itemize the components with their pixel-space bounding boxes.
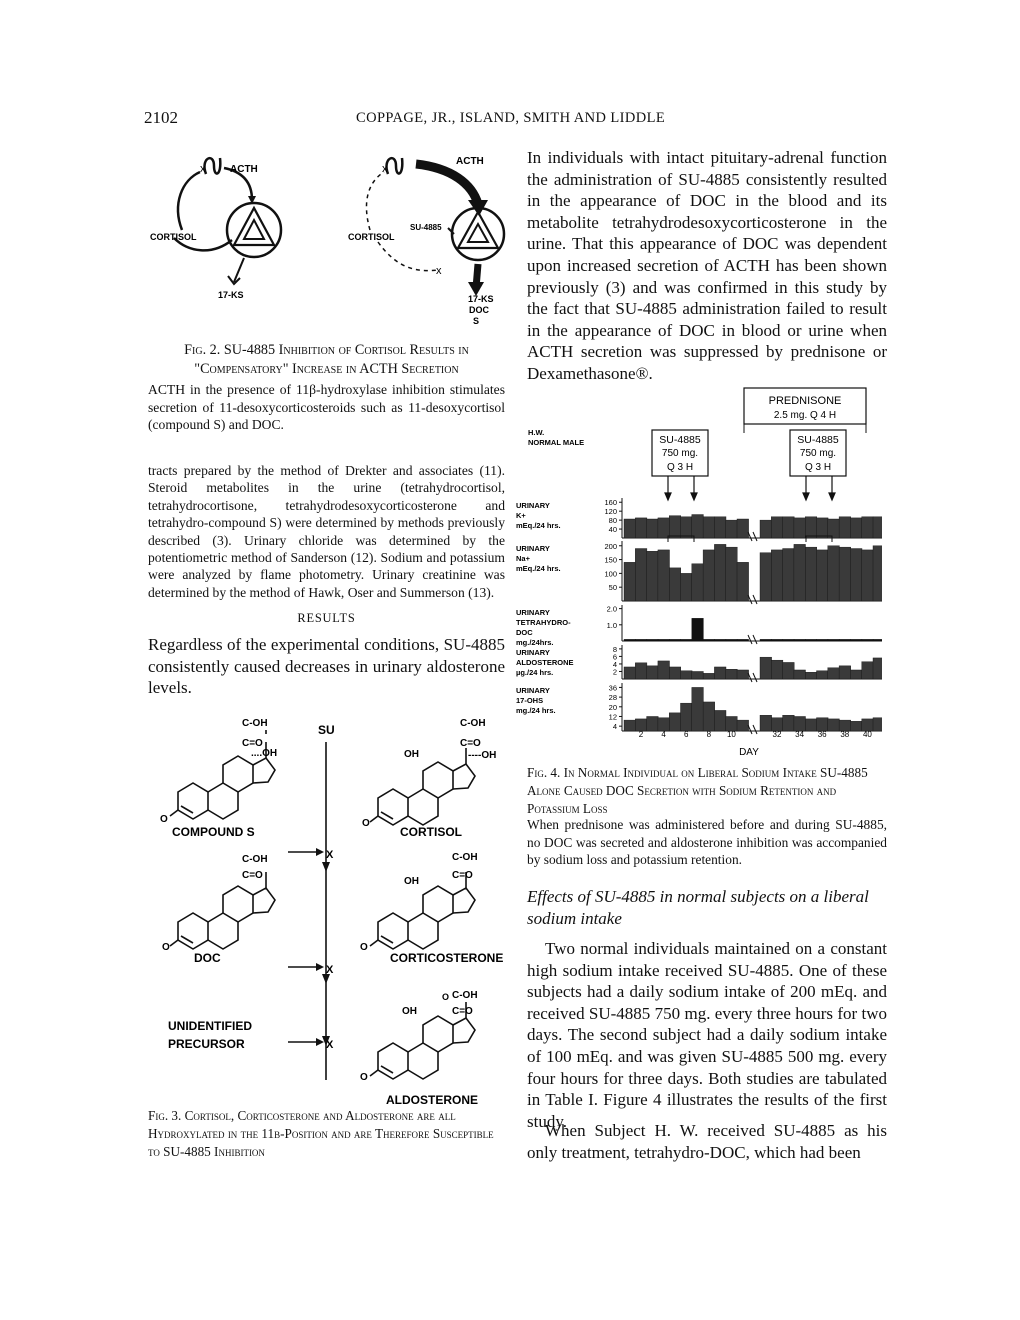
fig4-panel-2-label-1: TETRAHYDRO- bbox=[516, 618, 571, 627]
fig4-panel-2-label-3: mg./24hrs. bbox=[516, 638, 554, 647]
fig3-aldo-o: O bbox=[442, 992, 450, 1002]
fig4-panel-0-right-bar-8 bbox=[850, 518, 862, 538]
fig4-panel-0-right-bar-2 bbox=[783, 517, 795, 538]
fig4-su-right-1: SU-4885 bbox=[797, 434, 839, 446]
fig4-panel-1-left-bar-7 bbox=[703, 550, 715, 601]
fig4-panel-1-label-0: URINARY bbox=[516, 544, 550, 553]
fig4-panel-3-right-bar-1 bbox=[771, 660, 783, 679]
fig4-panel-1-axis-break bbox=[748, 595, 757, 604]
fig2-right-doc-label: DOC bbox=[469, 305, 489, 315]
fig4-panel-3-right-bar-3 bbox=[794, 670, 806, 679]
fig3-cortisol-o: O bbox=[362, 818, 370, 829]
fig3-compound-s-label: COMPOUND S bbox=[172, 825, 255, 839]
fig4-panel-0-ticklabel-1: 120 bbox=[604, 507, 617, 517]
fig4-panel-1-right-bar-0 bbox=[760, 553, 772, 601]
fig3-diagram bbox=[148, 712, 510, 1112]
fig3-cortico-coh: C-OH bbox=[452, 852, 478, 863]
fig3-s-oh: ....OH bbox=[251, 748, 278, 759]
fig4-panel-2-left-bar-3 bbox=[658, 639, 670, 641]
fig4-panel-3-right-bar-0 bbox=[760, 657, 772, 679]
fig4-panel-4-ticklabel-1: 28 bbox=[608, 693, 617, 703]
fig3-aldosterone-label: ALDOSTERONE bbox=[386, 1093, 479, 1107]
fig4-panel-4-right-bar-8 bbox=[850, 721, 862, 731]
fig4-panel-3-left-bar-0 bbox=[624, 667, 636, 679]
fig4-panel-3-ticklabel-0: 8 bbox=[612, 644, 617, 654]
fig2-left-acth-label: ACTH bbox=[230, 164, 258, 175]
fig4-panel-2-right-bar-5 bbox=[817, 639, 829, 641]
fig4-panel-0-ticklabel-3: 40 bbox=[608, 525, 617, 535]
fig4-panel-0-ticklabel-2: 80 bbox=[608, 516, 617, 526]
fig4-xtick-right-4: 40 bbox=[862, 730, 872, 739]
fig4-panel-3-right-bar-10 bbox=[873, 658, 882, 679]
fig4-prednisone-label: PREDNISONE bbox=[768, 395, 842, 407]
fig4-panel-1-ticklabel-1: 150 bbox=[604, 555, 617, 565]
fig4-panel-2-right-bar-2 bbox=[783, 639, 795, 641]
fig4-panel-4-left-bar-6 bbox=[692, 687, 704, 731]
fig4-panel-1-right-bar-7 bbox=[839, 547, 851, 601]
fig4-su-left-3: Q 3 H bbox=[666, 462, 694, 473]
fig4-panel-2-right-bar-3 bbox=[794, 639, 806, 641]
fig2-right-17ks-label: 17-KS bbox=[468, 294, 494, 304]
fig4-subject-line1: H.W. bbox=[528, 428, 545, 437]
fig4-panel-1-right-bar-6 bbox=[828, 546, 840, 601]
fig4-subject-line2: NORMAL MALE bbox=[528, 438, 585, 447]
fig2-right-cortisol-label: CORTISOL bbox=[348, 232, 395, 242]
fig4-xtick-left-3: 8 bbox=[706, 730, 712, 739]
fig4-panel-2-right-bar-7 bbox=[839, 639, 851, 641]
fig4-panel-4-ticklabel-2: 20 bbox=[608, 702, 617, 712]
section-heading: Effects of SU-4885 in normal subjects on a liberal sodium intake bbox=[527, 887, 869, 928]
results-heading: RESULTS bbox=[297, 611, 356, 625]
fig4-panel-2-right-bar-8 bbox=[850, 639, 862, 641]
fig2-right-pituitary-icon bbox=[387, 158, 403, 174]
fig4-panel-0-right-bar-10 bbox=[873, 517, 882, 538]
running-head: COPPAGE, JR., ISLAND, SMITH AND LIDDLE bbox=[356, 110, 666, 126]
fig4-xtick-left-2: 6 bbox=[683, 730, 689, 739]
fig4-panel-3-right-bar-6 bbox=[828, 668, 840, 679]
fig3-cortisol-11oh: OH bbox=[404, 749, 419, 760]
fig4-panel-0-right-bar-9 bbox=[862, 517, 874, 538]
fig3-s-co: C=O bbox=[242, 738, 263, 749]
fig3-cortisol-co: C=O bbox=[460, 738, 481, 749]
fig3-doc-o: O bbox=[162, 942, 170, 953]
fig4-panel-1-left-bar-9 bbox=[726, 547, 738, 601]
results-paragraph: Regardless of the experimental conditions, SU-4885 consistently caused decreases in urinary aldosterone levels. bbox=[148, 635, 505, 698]
fig2-right-x-mark-2: x bbox=[436, 265, 442, 277]
fig3-s-coh: C-OH bbox=[242, 718, 268, 729]
fig4-panel-4-left-bar-3 bbox=[658, 718, 670, 731]
fig3-unidentified-label: UNIDENTIFIED bbox=[168, 1019, 252, 1033]
fig4-panel-2-axis-break bbox=[748, 635, 757, 644]
fig4-xtick-left-4: 10 bbox=[726, 730, 736, 739]
fig3-cortisol-label: CORTISOL bbox=[400, 825, 462, 839]
fig4-panel-2-left-bar-7 bbox=[703, 639, 715, 641]
fig4-panel-0-left-bar-2 bbox=[647, 519, 659, 538]
fig4-panel-1-left-bar-10 bbox=[737, 562, 749, 601]
page-number: 2102 bbox=[144, 108, 178, 127]
fig4-panel-0-left-bar-9 bbox=[726, 520, 738, 538]
fig2-right-s-label: S bbox=[473, 316, 480, 326]
fig4-panel-3-left-bar-4 bbox=[669, 667, 681, 679]
fig4-panel-2-left-bar-0 bbox=[624, 639, 636, 641]
fig4-xtick-left-0: 2 bbox=[638, 730, 644, 739]
fig2-diagram bbox=[148, 138, 508, 348]
fig4-xtick-right-2: 36 bbox=[817, 730, 827, 739]
fig4-panel-4-label-1: 17-OHS bbox=[516, 696, 544, 705]
fig4-xtick-right-3: 38 bbox=[840, 730, 850, 739]
fig3-caption: Fig. 3. Cortisol, Corticosterone and Aldosterone are all Hydroxylated in the 11β-Position and are Therefore Susceptible to SU-4885 Inhibition bbox=[148, 1108, 494, 1159]
fig4-panel-4-left-bar-8 bbox=[714, 710, 726, 731]
fig2-left-pituitary-icon bbox=[205, 158, 221, 174]
fig2-left-feedback-arrow bbox=[178, 172, 200, 230]
fig4-panel-0-left-bar-0 bbox=[624, 519, 636, 538]
fig4-panel-1-left-bar-3 bbox=[658, 550, 670, 601]
fig4-panel-2-right-bar-4 bbox=[805, 639, 817, 641]
fig4-su-left-2: 750 mg. bbox=[661, 448, 699, 459]
fig4-xlabel: DAY bbox=[739, 747, 759, 758]
fig4-panel-1-right-bar-3 bbox=[794, 544, 806, 601]
fig4-panel-3-right-bar-5 bbox=[817, 671, 829, 679]
fig4-panel-1-right-bar-2 bbox=[783, 549, 795, 601]
fig4-panel-0-right-bar-7 bbox=[839, 517, 851, 538]
fig4-panel-1-right-bar-10 bbox=[873, 546, 882, 601]
fig4-panel-1-label-1: Na+ bbox=[516, 554, 530, 563]
fig3-aldo-oh: OH bbox=[402, 1006, 417, 1017]
fig4-caption-title: Fig. 4. In Normal Individual on Liberal Sodium Intake SU-4885 Alone Caused DOC Secretion with Sodium Retention and Potassium Loss bbox=[527, 765, 868, 816]
fig4-panel-3-left-bar-1 bbox=[635, 663, 647, 679]
fig4-panel-2-left-bar-9 bbox=[726, 639, 738, 641]
fig4-panel-0-label-2: mEq./24 hrs. bbox=[516, 521, 561, 530]
fig4-panel-4-label-2: mg./24 hrs. bbox=[516, 706, 556, 715]
fig4-panel-4-left-bar-9 bbox=[726, 716, 738, 731]
fig3-cortico-co: C=O bbox=[452, 870, 473, 881]
fig4-panel-3-axis-break bbox=[748, 673, 757, 682]
fig3-precursor-label: PRECURSOR bbox=[168, 1037, 245, 1051]
fig3-corticosterone-label: CORTICOSTERONE bbox=[390, 951, 504, 965]
fig3-doc-co: C=O bbox=[242, 870, 263, 881]
fig4-xtick-right-1: 34 bbox=[795, 730, 805, 739]
fig4-panel-0-left-bar-3 bbox=[658, 518, 670, 538]
fig4-panel-3-label-0: URINARY bbox=[516, 648, 550, 657]
fig4-panel-3-left-bar-3 bbox=[658, 661, 670, 679]
fig4-panel-1-right-bar-9 bbox=[862, 550, 874, 601]
fig4-panel-2-ticklabel-0: 2.0 bbox=[606, 604, 617, 614]
fig4-su-right-3: Q 3 H bbox=[804, 462, 832, 473]
fig4-panel-4-left-bar-5 bbox=[681, 703, 693, 731]
fig4-panel-4-ticklabel-3: 12 bbox=[608, 712, 617, 722]
fig3-aldo-coh: C-OH bbox=[452, 990, 478, 1001]
fig4-panel-0-left-bar-5 bbox=[681, 517, 693, 538]
fig3-x-3: X bbox=[326, 1039, 334, 1051]
fig4-panel-1-left-bar-0 bbox=[624, 562, 636, 601]
fig4-panel-1-right-bar-5 bbox=[817, 550, 829, 601]
fig4-panel-3-right-bar-9 bbox=[862, 662, 874, 679]
fig4-panel-0-left-bar-6 bbox=[692, 515, 704, 538]
fig4-panel-4-right-bar-2 bbox=[783, 715, 795, 731]
fig4-panel-0-left-bar-10 bbox=[737, 519, 749, 538]
fig2-right-adrenal-circle bbox=[452, 208, 504, 260]
fig4-panel-4-left-bar-4 bbox=[669, 713, 681, 731]
fig2-right-acth-arrow bbox=[416, 164, 478, 204]
fig4-panel-1-right-bar-8 bbox=[850, 549, 862, 601]
fig4-panel-0-right-bar-0 bbox=[760, 520, 772, 538]
fig4-panel-2-ticklabel-1: 1.0 bbox=[606, 620, 617, 630]
fig4-panel-3-right-bar-8 bbox=[850, 670, 862, 679]
fig4-panel-4-right-bar-5 bbox=[817, 718, 829, 731]
fig4-panel-1-left-bar-8 bbox=[714, 544, 726, 601]
fig2-right-x-mark: x bbox=[382, 163, 388, 175]
fig4-panel-4-ticklabel-0: 36 bbox=[608, 683, 617, 693]
fig4-panel-3-ticklabel-3: 2 bbox=[612, 667, 617, 677]
fig4-xtick-left-1: 4 bbox=[661, 730, 666, 739]
fig4-panel-1-left-bar-4 bbox=[669, 568, 681, 601]
fig4-panel-0-right-bar-1 bbox=[771, 517, 783, 538]
fig4-su-left-1: SU-4885 bbox=[659, 434, 701, 446]
fig4-panel-1-left-bar-1 bbox=[635, 549, 647, 601]
fig4-panel-3-left-bar-5 bbox=[681, 671, 693, 679]
fig4-panel-2-label-0: URINARY bbox=[516, 608, 550, 617]
fig4-panel-1-ticklabel-2: 100 bbox=[604, 569, 617, 579]
intro-paragraph: In individuals with intact pituitary-adrenal function the administration of SU-4885 consistently resulted in the appearance of DOC in the blood and its metabolite tetrahydrodesoxycorticosterone in the urine. That this appearance of DOC was dependent upon increased secretion of ACTH has been shown previously (3) and was confirmed in this study by the fact that SU-4885 administration failed to result in the appearance of DOC in blood or urine when ACTH secretion was suppressed by prednisone or Dexamethasone®. bbox=[527, 148, 887, 383]
fig3-doc-coh: C-OH bbox=[242, 854, 268, 865]
methods-paragraph: tracts prepared by the method of Drekter and associates (11). Steroid metabolites in the urine (tetrahydrocortisol, tetrahydrocortisone, tetrahydrodesoxycorticosterone and tetrahydro-compound S) were determined by methods previously described (3). Urinary chloride was determined by the potentiometric method of Sanderson (12). Sodium and potassium were analyzed by flame photometry. Urinary creatinine was determined by the method of Hawk, Oser and Summerson (13). bbox=[148, 463, 505, 600]
fig2-su4885-label: SU-4885 bbox=[410, 223, 442, 232]
fig4-panel-4-left-bar-7 bbox=[703, 702, 715, 731]
fig4-panel-4-right-bar-10 bbox=[873, 718, 882, 731]
fig4-panel-3-right-bar-4 bbox=[805, 672, 817, 679]
fig4-panel-0-left-bar-1 bbox=[635, 518, 647, 538]
fig4-panel-2-left-bar-6 bbox=[692, 618, 704, 641]
fig4-panel-4-left-bar-10 bbox=[737, 720, 749, 731]
fig3-cortico-oh: OH bbox=[404, 876, 419, 887]
fig3-su-label: SU bbox=[318, 723, 335, 737]
fig3-cortisol-oh: ----OH bbox=[468, 750, 497, 761]
fig4-panel-1-right-bar-4 bbox=[805, 547, 817, 601]
fig4-panel-4-axis-break bbox=[748, 725, 757, 734]
fig4-panel-3-left-bar-10 bbox=[737, 670, 749, 679]
fig3-cortico-o: O bbox=[360, 942, 368, 953]
fig3-aldo-ketone: O bbox=[360, 1072, 368, 1083]
fig4-panel-4-right-bar-1 bbox=[771, 718, 783, 731]
fig4-panel-1-right-bar-1 bbox=[771, 550, 783, 601]
fig4-panel-3-left-bar-2 bbox=[647, 666, 659, 679]
fig4-panel-0-right-bar-5 bbox=[817, 518, 829, 538]
fig4-panel-0-label-0: URINARY bbox=[516, 501, 550, 510]
fig4-panel-3-left-bar-9 bbox=[726, 669, 738, 679]
fig4-panel-3-right-bar-2 bbox=[783, 662, 795, 679]
fig4-panel-1-left-bar-5 bbox=[681, 573, 693, 601]
fig4-panel-4-right-bar-3 bbox=[794, 716, 806, 731]
fig4-su-right-2: 750 mg. bbox=[799, 448, 837, 459]
fig4-panel-4-left-bar-0 bbox=[624, 720, 636, 731]
fig4-panel-2-left-bar-1 bbox=[635, 639, 647, 641]
fig4-panel-3-right-bar-7 bbox=[839, 666, 851, 679]
fig4-panel-3-ticklabel-1: 6 bbox=[612, 652, 617, 662]
fig4-xtick-right-0: 32 bbox=[772, 730, 782, 739]
fig4-caption-body: When prednisone was administered before and during SU-4885, no DOC was secreted and aldosterone inhibition was accompanied by sodium loss and potassium retention. bbox=[527, 817, 887, 868]
fig4-panel-1-label-2: mEq./24 hrs. bbox=[516, 564, 561, 573]
fig4-panel-2-left-bar-2 bbox=[647, 639, 659, 641]
fig2-left-adrenal-circle bbox=[227, 203, 281, 257]
fig4-panel-2-left-bar-8 bbox=[714, 639, 726, 641]
fig4-panel-4-ticklabel-4: 4 bbox=[612, 722, 617, 732]
fig4-panel-1-ticklabel-3: 50 bbox=[608, 583, 617, 593]
fig4-panel-2-right-bar-9 bbox=[862, 639, 874, 641]
fig4-panel-4-right-bar-4 bbox=[805, 719, 817, 731]
fig4-prednisone-dose: 2.5 mg. Q 4 H bbox=[773, 410, 837, 421]
fig4-panel-3-left-bar-7 bbox=[703, 673, 715, 679]
fig4-panel-2-left-bar-4 bbox=[669, 639, 681, 641]
fig4-panel-4-left-bar-2 bbox=[647, 716, 659, 731]
fig4-panel-3-label-1: ALDOSTERONE bbox=[516, 658, 574, 667]
fig2-left-17ks-label: 17-KS bbox=[218, 290, 244, 300]
fig2-caption-body: ACTH in the presence of 11β-hydroxylase inhibition stimulates secretion of 11-desoxycorticosteroids such as 11-desoxycortisol (compound S) and DOC. bbox=[148, 382, 505, 433]
fig4-panel-0-ticklabel-0: 160 bbox=[604, 498, 617, 508]
fig4-panel-0-right-bar-6 bbox=[828, 519, 840, 538]
fig4-panel-3-left-bar-6 bbox=[692, 671, 704, 679]
fig2-right-acth-label: ACTH bbox=[456, 156, 484, 167]
fig3-cortisol-coh: C-OH bbox=[460, 718, 486, 729]
fig4-panel-1-ticklabel-0: 200 bbox=[604, 541, 617, 551]
fig4-panel-2-left-bar-5 bbox=[681, 639, 693, 641]
fig4-panel-0-right-bar-4 bbox=[805, 517, 817, 538]
sodium-paragraph: Two normal individuals maintained on a constant high sodium intake received SU-4885. One of these subjects had a daily sodium intake of 200 mEq. and received SU-4885 750 mg. every three hours for two days. The second subject had a daily sodium intake of 100 mEq. and was given SU-4885 500 mg. every four hours for three days. Both studies are tabulated in Table I. Figure 4 illustrates the results of the first study. bbox=[527, 939, 887, 1131]
fig3-aldo-co: C=O bbox=[452, 1006, 473, 1017]
fig4-panel-3-label-2: µg./24 hrs. bbox=[516, 668, 554, 677]
fig3-x-1: X bbox=[326, 849, 334, 861]
subject-hw-paragraph: When Subject H. W. received SU-4885 as his only treatment, tetrahydro-DOC, which had been bbox=[527, 1121, 887, 1162]
fig4-panel-2-left-bar-10 bbox=[737, 639, 749, 641]
fig4-panel-4-label-0: URINARY bbox=[516, 686, 550, 695]
fig4-panel-3-ticklabel-2: 4 bbox=[612, 659, 617, 669]
fig4-panel-3-left-bar-8 bbox=[714, 667, 726, 679]
fig4-panel-4-right-bar-0 bbox=[760, 715, 772, 731]
fig4-panel-2-right-bar-6 bbox=[828, 639, 840, 641]
fig4-panel-2-right-bar-10 bbox=[873, 639, 882, 641]
fig3-x-2: X bbox=[326, 964, 334, 976]
fig4-panel-4-right-bar-6 bbox=[828, 719, 840, 731]
fig2-caption-title: Fig. 2. SU-4885 Inhibition of Cortisol Results in "Compensatory" Increase in ACTH Secretion bbox=[184, 342, 469, 377]
fig4-panel-0-left-bar-4 bbox=[669, 516, 681, 538]
fig4-panel-0-axis-break bbox=[748, 532, 757, 541]
fig4-panel-0-right-bar-3 bbox=[794, 518, 806, 538]
fig4-panel-0-label-1: K+ bbox=[516, 511, 526, 520]
fig4-panel-0-left-bar-8 bbox=[714, 517, 726, 538]
fig4-panel-2-right-bar-0 bbox=[760, 639, 772, 641]
fig4-panel-2-label-2: DOC bbox=[516, 628, 533, 637]
fig4-chart bbox=[512, 385, 882, 765]
fig3-doc-label: DOC bbox=[194, 951, 221, 965]
fig2-left-cortisol-label: CORTISOL bbox=[150, 232, 197, 242]
fig4-panel-1-left-bar-6 bbox=[692, 564, 704, 601]
fig4-panel-1-left-bar-2 bbox=[647, 551, 659, 601]
fig2-left-x-mark: x bbox=[200, 163, 206, 175]
fig4-panel-2-right-bar-1 bbox=[771, 639, 783, 641]
fig3-s-o: O bbox=[160, 814, 168, 825]
fig4-panel-0-left-bar-7 bbox=[703, 517, 715, 538]
